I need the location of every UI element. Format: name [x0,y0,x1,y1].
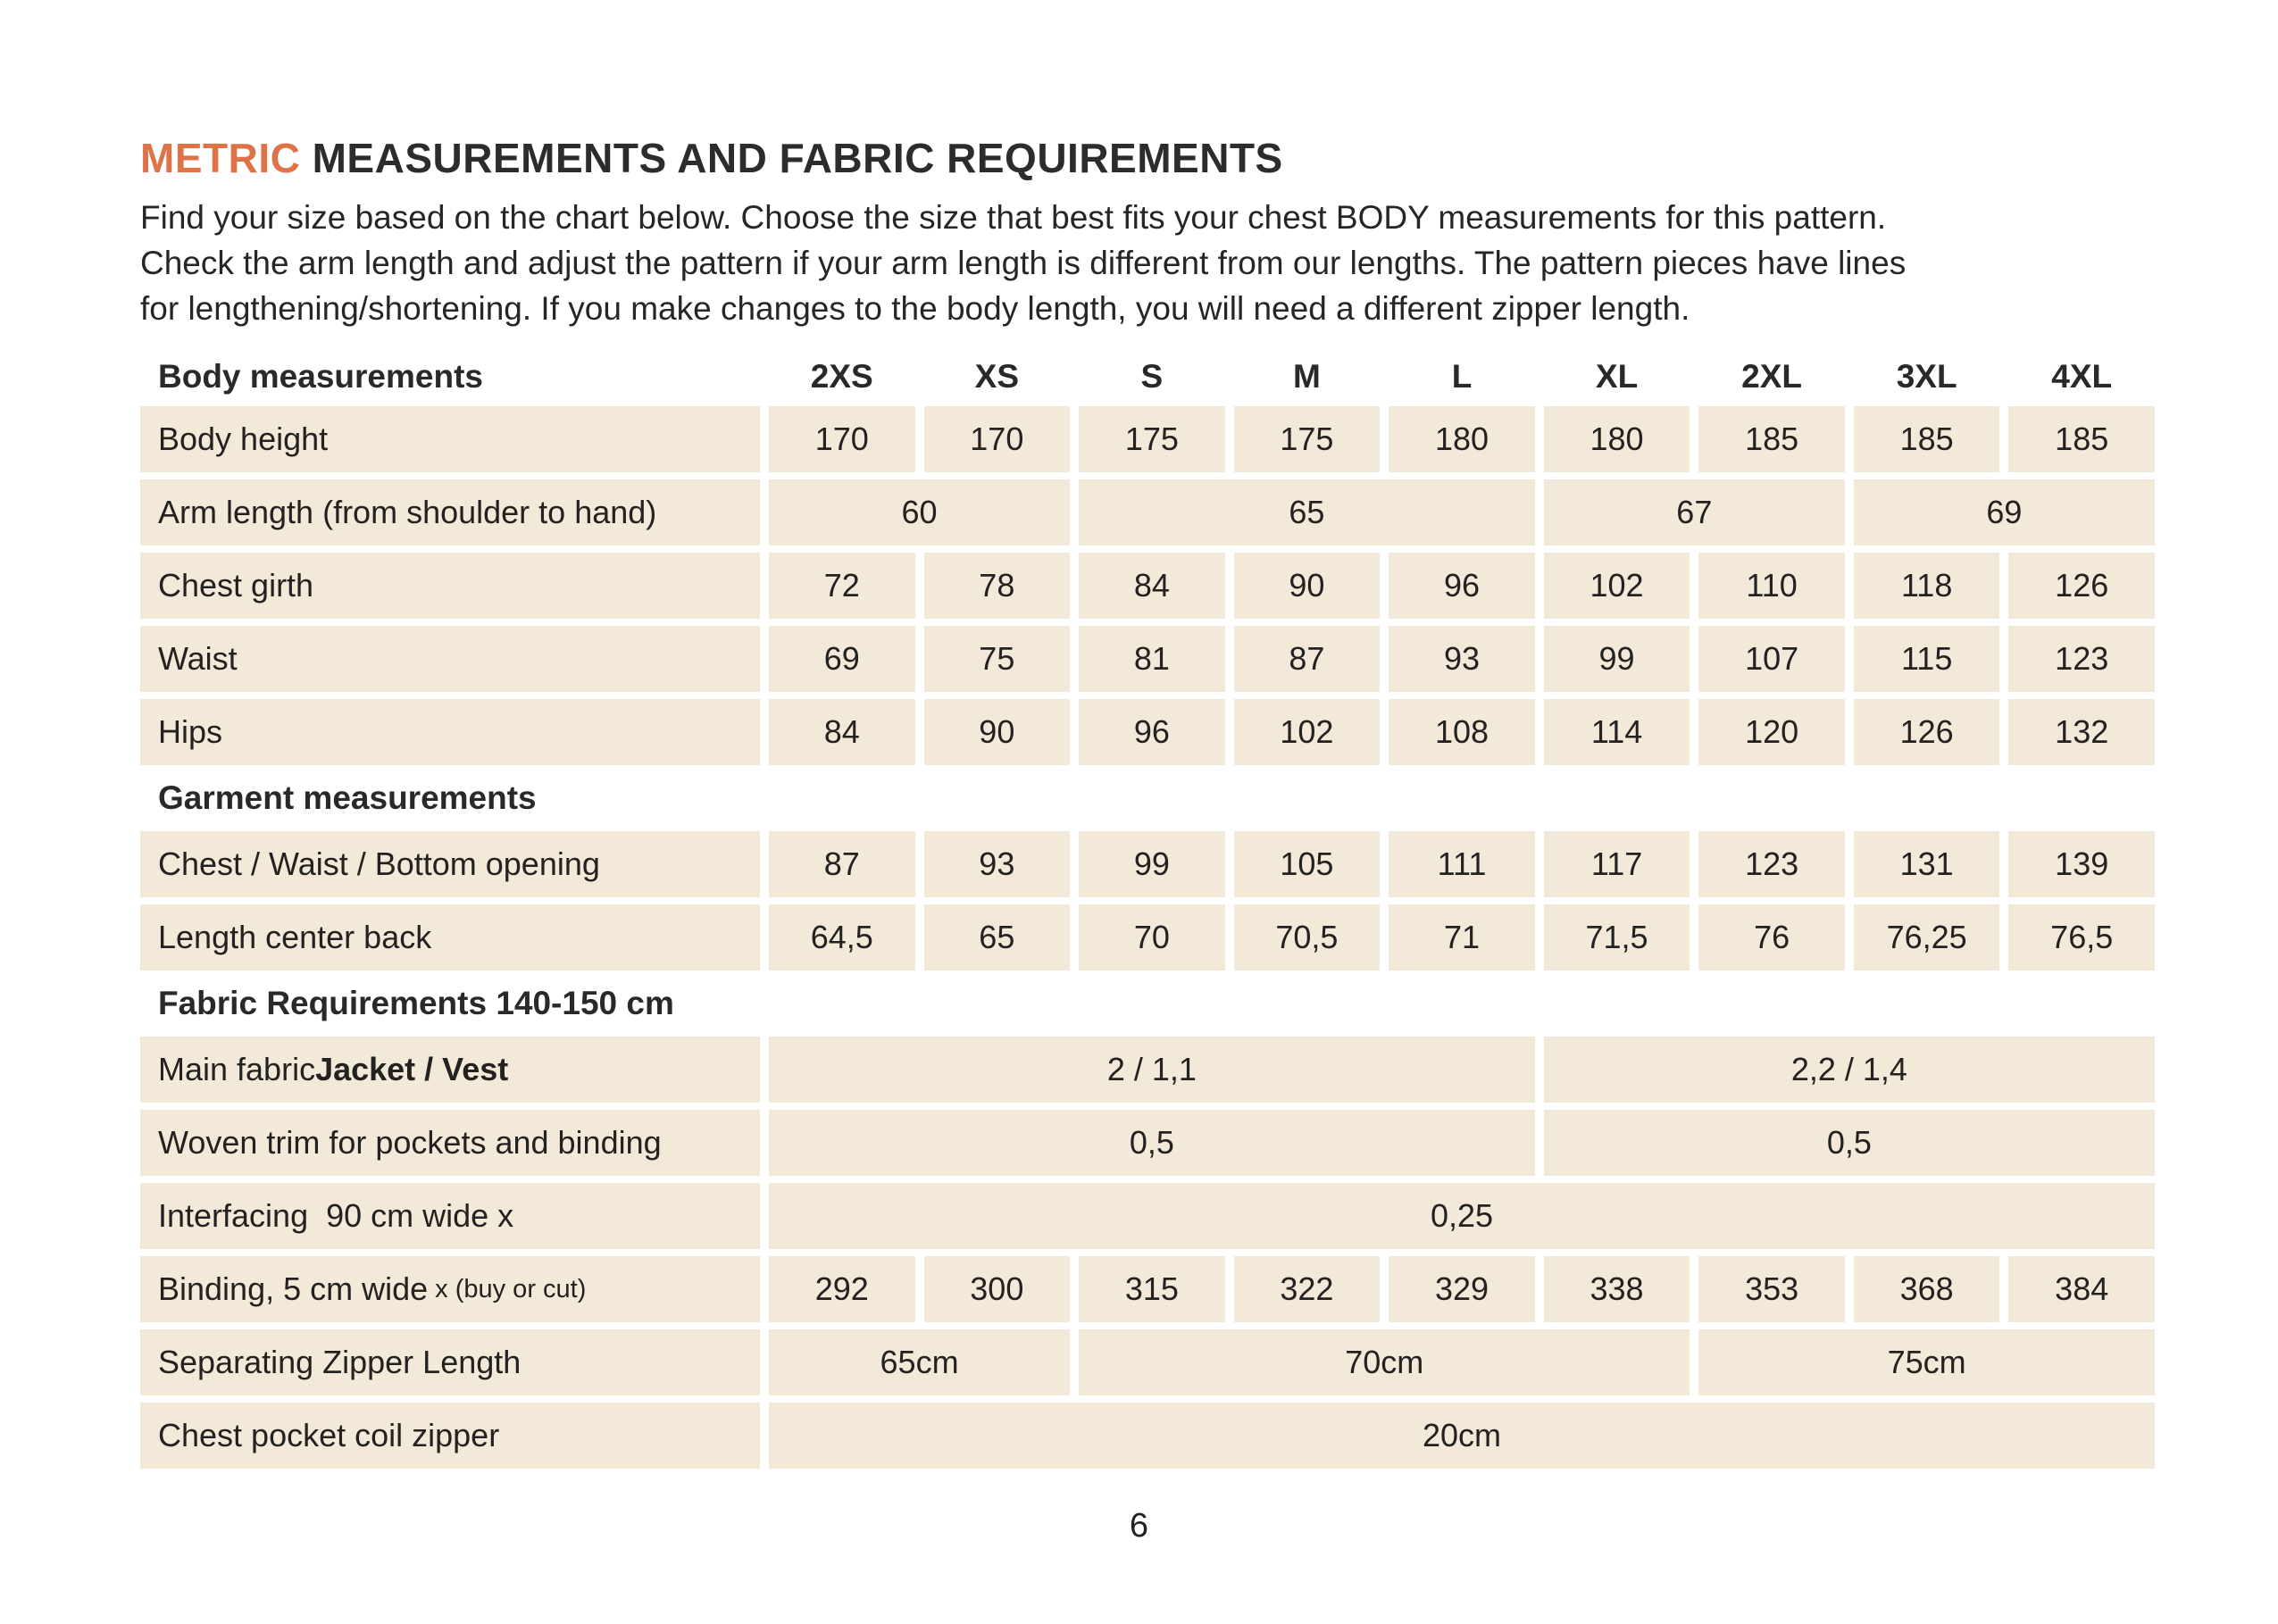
table-cell: 93 [1389,626,1535,692]
size-column-header: XL [1595,358,1639,395]
table-cell: 70cm [1079,1329,1690,1395]
row-label [140,479,760,545]
table-cell: 81 [1079,626,1225,692]
table-cell: 110 [1698,553,1845,619]
table-data-row [140,699,2155,765]
table-cell: 102 [1234,699,1381,765]
table-cell: 384 [2008,1256,2155,1322]
table-cell: 90 [1234,553,1381,619]
table-header-row [140,354,2155,399]
table-cell: 329 [1389,1256,1535,1322]
section-title: Fabric Requirements 140-150 cm [158,985,674,1021]
section-title: Garment measurements [158,779,537,816]
intro-line: for lengthening/shortening. If you make changes to the body length, you will need a different zipper length. [140,290,1690,327]
table-cell: 131 [1854,831,2000,897]
table-data-row [140,1329,2155,1395]
table-cell: 322 [1234,1256,1381,1322]
table-cell: 64,5 [769,904,915,970]
table-cell: 70,5 [1234,904,1381,970]
row-label-part: Main fabric [158,1051,316,1087]
table-cell: 20cm [769,1403,2155,1469]
table-cell: 84 [769,699,915,765]
table-cell: 90 [924,699,1071,765]
table-cell: 69 [769,626,915,692]
table-data-row [140,1256,2155,1322]
row-label-part: Chest girth [158,567,314,604]
row-label-part: Length center back [158,919,432,955]
table-cell: 0,5 [769,1110,1535,1176]
row-label-part: x (buy or cut) [435,1274,587,1303]
table-cell: 70 [1079,904,1225,970]
table-data-row [140,553,2155,619]
table-header-label: Body measurements [158,358,483,395]
table-cell: 87 [769,831,915,897]
table-cell: 65cm [769,1329,1070,1395]
table-cell: 114 [1544,699,1690,765]
table-data-row [140,1183,2155,1249]
size-column-header: S [1140,358,1164,395]
size-column-header: M [1293,358,1321,395]
row-label [140,831,760,897]
size-column-header: 2XL [1741,358,1803,395]
table-cell: 120 [1698,699,1845,765]
table-data-row [140,904,2155,970]
table-cell: 132 [2008,699,2155,765]
table-cell: 123 [1698,831,1845,897]
table-cell: 67 [1544,479,1845,545]
row-label [140,1037,760,1103]
row-label [140,1183,760,1249]
row-label-part: Jacket / Vest [315,1051,509,1087]
table-cell: 123 [2008,626,2155,692]
table-cell: 117 [1544,831,1690,897]
table-cell: 175 [1234,406,1381,472]
table-cell: 126 [2008,553,2155,619]
table-data-row [140,831,2155,897]
table-cell: 338 [1544,1256,1690,1322]
table-cell: 71,5 [1544,904,1690,970]
table-cell: 84 [1079,553,1225,619]
table-cell: 78 [924,553,1071,619]
table-cell: 108 [1389,699,1535,765]
table-data-row [140,1037,2155,1103]
row-label-part: Woven trim for pockets and binding [158,1124,662,1161]
table-cell: 139 [2008,831,2155,897]
table-cell: 2 / 1,1 [769,1037,1535,1103]
table-data-row [140,406,2155,472]
row-label [140,406,760,472]
size-column-header: 3XL [1896,358,1957,395]
row-label-part: Body height [158,421,329,457]
table-cell: 175 [1079,406,1225,472]
table-section-row [140,772,2155,824]
table-cell: 170 [769,406,915,472]
row-label-part: Arm length (from shoulder to hand) [158,494,657,530]
intro-paragraph [140,195,2155,331]
table-cell: 75cm [1698,1329,2155,1395]
table-cell: 2,2 / 1,4 [1544,1037,2155,1103]
table-cell: 99 [1079,831,1225,897]
page-number: 6 [1129,1507,1149,1545]
row-label [140,699,760,765]
row-label [140,1110,760,1176]
table-data-row [140,626,2155,692]
size-table [140,354,2155,1469]
page-title-rest: MEASUREMENTS AND FABRIC REQUIREMENTS [300,135,1283,181]
row-label-part: Waist [158,640,238,677]
row-label [140,626,760,692]
table-cell: 0,25 [769,1183,2155,1249]
table-cell: 105 [1234,831,1381,897]
table-cell: 115 [1854,626,2000,692]
table-cell: 76,5 [2008,904,2155,970]
row-label-part: Hips [158,713,223,750]
row-label [140,553,760,619]
table-cell: 185 [2008,406,2155,472]
table-cell: 93 [924,831,1071,897]
table-cell: 368 [1854,1256,2000,1322]
table-cell: 87 [1234,626,1381,692]
table-cell: 292 [769,1256,915,1322]
page-content [140,134,2155,1469]
table-cell: 315 [1079,1256,1225,1322]
table-cell: 99 [1544,626,1690,692]
table-cell: 65 [924,904,1071,970]
row-label [140,1329,760,1395]
table-cell: 96 [1079,699,1225,765]
table-cell: 76 [1698,904,1845,970]
row-label [140,1403,760,1469]
table-cell: 96 [1389,553,1535,619]
row-label-part: Interfacing 90 cm wide x [158,1197,514,1234]
size-column-header: L [1451,358,1473,395]
table-cell: 180 [1389,406,1535,472]
intro-line: Find your size based on the chart below. Choose the size that best fits your chest BODY measurements for this pattern. [140,199,1887,236]
size-column-header: 2XS [810,358,873,395]
page-title-highlight: METRIC [140,135,301,181]
table-data-row [140,1110,2155,1176]
table-cell: 185 [1854,406,2000,472]
intro-line: Check the arm length and adjust the pattern if your arm length is different from our lengths. The pattern pieces have lines [140,245,1907,281]
table-cell: 72 [769,553,915,619]
size-column-header: XS [974,358,1019,395]
table-section-row [140,978,2155,1029]
row-label-part: Binding, 5 cm wide [158,1270,429,1307]
table-cell: 76,25 [1854,904,2000,970]
table-cell: 75 [924,626,1071,692]
table-cell: 60 [769,479,1070,545]
table-cell: 0,5 [1544,1110,2155,1176]
table-cell: 170 [924,406,1071,472]
size-column-header: 4XL [2051,358,2113,395]
table-cell: 69 [1854,479,2155,545]
table-cell: 102 [1544,553,1690,619]
row-label-part: Chest / Waist / Bottom opening [158,845,600,882]
row-label-part: Separating Zipper Length [158,1344,522,1380]
table-cell: 107 [1698,626,1845,692]
table-cell: 111 [1389,831,1535,897]
table-cell: 65 [1079,479,1535,545]
table-cell: 118 [1854,553,2000,619]
table-cell: 353 [1698,1256,1845,1322]
table-data-row [140,479,2155,545]
row-label [140,904,760,970]
table-cell: 300 [924,1256,1071,1322]
table-cell: 126 [1854,699,2000,765]
page-title [140,134,2155,182]
table-cell: 185 [1698,406,1845,472]
table-cell: 71 [1389,904,1535,970]
row-label-part: Chest pocket coil zipper [158,1417,500,1453]
table-cell: 180 [1544,406,1690,472]
row-label [140,1256,760,1322]
table-data-row [140,1403,2155,1469]
